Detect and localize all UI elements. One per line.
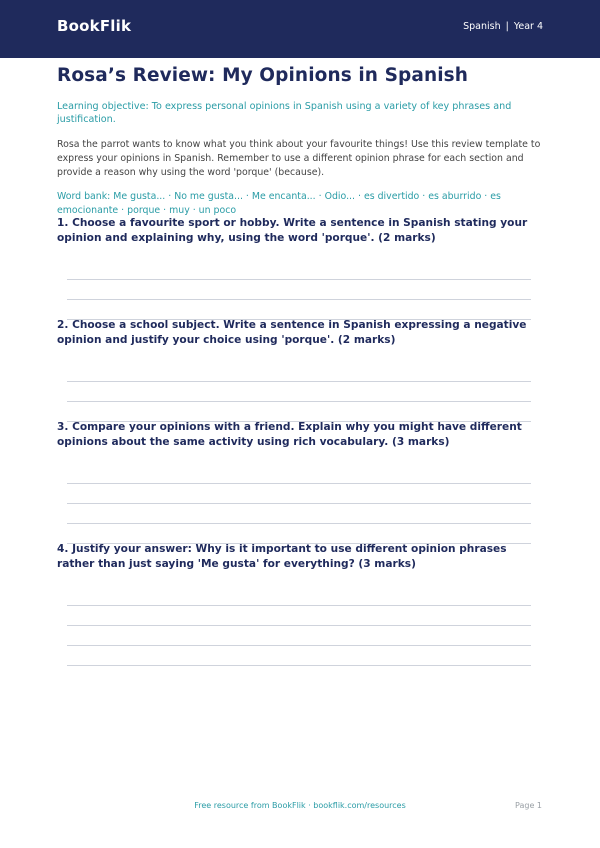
question-3 [57,420,541,450]
subject-separator: | [505,20,509,32]
question-text: 3. Compare your opinions with a friend. Explain why you might have different opinions about the same activity using rich vocabulary. (3 marks) [57,421,522,448]
answer-line[interactable] [67,483,531,484]
question-1 [57,216,541,246]
answer-line[interactable] [67,605,531,606]
answer-line[interactable] [67,299,531,300]
question-2 [57,318,541,348]
answer-line[interactable] [67,625,531,626]
brand-logo: BookFlik [57,17,132,35]
answer-line[interactable] [67,665,531,666]
learning-objective: Learning objective: To express personal opinions in Spanish using a variety of key phrases and justification. [57,101,512,125]
answer-line[interactable] [67,645,531,646]
worksheet-content [57,64,541,218]
question-text: 2. Choose a school subject. Write a sentence in Spanish expressing a negative opinion and justify your choice using 'porque'. (2 marks) [57,319,527,346]
footer-source-link[interactable]: Free resource from BookFlik · bookflik.com/resources [194,801,406,810]
question-text: 4. Justify your answer: Why is it important to use different opinion phrases rather than just saying 'Me gusta' for everything? (3 marks) [57,543,507,570]
answer-line[interactable] [67,523,531,524]
subject-year [463,21,543,32]
question-4 [57,542,541,572]
subject-label: Spanish [463,20,501,32]
header-bar [0,0,600,58]
word-bank: Word bank: Me gusta... · No me gusta... · Me encanta... · Odio... · es divertido · es aburrido · es emocionante · porque · muy · un poco [57,191,501,216]
page-title: Rosa’s Review: My Opinions in Spanish [57,65,469,86]
answer-line[interactable] [67,401,531,402]
page-number: Page 1 [515,801,542,810]
year-label: Year 4 [513,20,543,32]
question-text: 1. Choose a favourite sport or hobby. Write a sentence in Spanish stating your opinion and explaining why, using the word 'porque'. (2 marks) [57,217,528,244]
answer-line[interactable] [67,381,531,382]
page-footer [0,801,600,815]
answer-line[interactable] [67,279,531,280]
answer-line[interactable] [67,503,531,504]
intro-text: Rosa the parrot wants to know what you think about your favourite things! Use this review template to express your opinions in Spanish. Remember to use a different opinion phrase for each section and provide a reason why using the word 'porque' (because). [57,139,541,178]
